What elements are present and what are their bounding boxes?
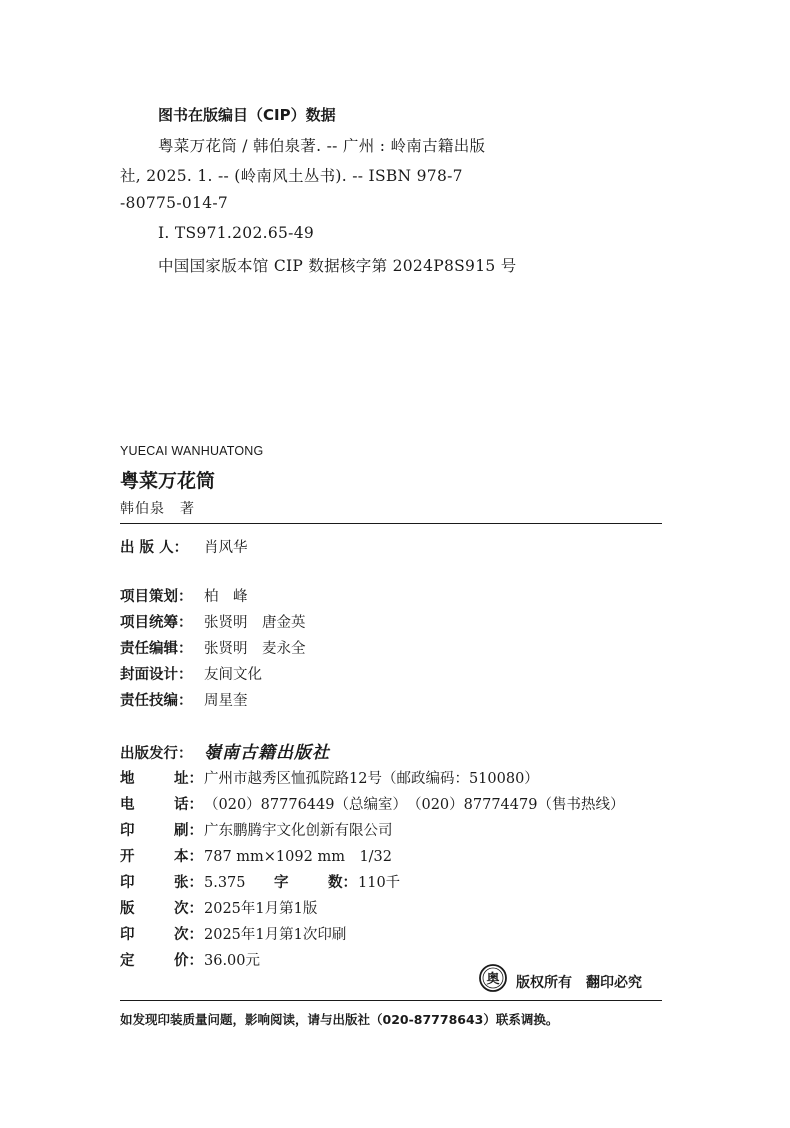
pub-label-b: 次：	[174, 901, 203, 917]
pub-value: 787 mm×1092 mm 1/32	[204, 849, 393, 865]
pub-label-a: 电	[120, 797, 135, 813]
cip-record-number: 中国国家版本馆 CIP 数据核字第 2024P8S915 号	[158, 257, 517, 275]
pub-label-b: 话：	[174, 797, 203, 813]
credit-label: 责任编辑：	[120, 641, 193, 657]
pub-value: 110千	[358, 875, 401, 891]
credit-label: 项目统筹：	[120, 615, 193, 631]
pub-value: 2025年1月第1版	[204, 901, 318, 917]
divider-bottom	[120, 1000, 662, 1001]
pub-value: 广州市越秀区恤孤院路12号（邮政编码：510080）	[204, 771, 539, 787]
pub-value: 广东鹏腾宇文化创新有限公司	[204, 823, 393, 839]
pub-edition	[120, 897, 317, 917]
pub-value: 5.375	[204, 875, 246, 891]
pub-label-a: 地	[120, 771, 135, 787]
footer-note: 如发现印装质量问题，影响阅读，请与出版社（020-87778643）联系调换。	[120, 1012, 559, 1027]
pub-value: 2025年1月第1次印刷	[204, 927, 347, 943]
publisher-logo-icon	[478, 963, 508, 993]
pub-label-a: 印	[120, 875, 135, 891]
divider-top	[120, 523, 662, 524]
book-pinyin: YUECAI WANHUATONG	[120, 444, 264, 458]
credit-value: 友间文化	[204, 667, 262, 683]
credit-label: 出 版 人：	[120, 540, 189, 556]
pub-address	[120, 767, 539, 787]
pub-distributor	[120, 738, 330, 762]
publisher-name: 嶺南古籍出版社	[204, 743, 330, 763]
credit-cover-design	[120, 663, 262, 683]
pub-value: （020）87776449（总编室） （020）87774479（售书热线）	[204, 797, 625, 813]
pub-sheets-words	[120, 871, 400, 891]
logo-char: 奥	[486, 972, 500, 987]
cip-line-2: 社, 2025. 1. -- (岭南风土丛书). -- ISBN 978-7	[120, 167, 463, 185]
pub-label-b: 刷：	[174, 823, 203, 839]
credit-value: 肖风华	[204, 540, 248, 556]
credit-value: 柏 峰	[204, 589, 248, 605]
credit-editor	[120, 637, 306, 657]
credit-value: 张贤明 麦永全	[204, 641, 306, 657]
credit-value: 周星奎	[204, 693, 248, 709]
pub-phone	[120, 793, 624, 813]
credit-planning	[120, 585, 248, 605]
credit-coordination	[120, 611, 306, 631]
cip-line-1: 粤菜万花筒 / 韩伯泉著. -- 广州 : 岭南古籍出版	[158, 137, 486, 155]
pub-label-b: 张：	[174, 875, 203, 891]
rights-text: 版权所有 翻印必究	[516, 975, 642, 991]
pub-impression	[120, 923, 346, 943]
credit-label: 项目策划：	[120, 589, 193, 605]
pub-label-b: 数：	[328, 875, 357, 891]
pub-value: 36.00元	[204, 953, 261, 969]
credit-tech-editor	[120, 689, 248, 709]
pub-label: 出版发行：	[120, 746, 193, 762]
pub-printer	[120, 819, 393, 839]
pub-label-b: 价：	[174, 953, 203, 969]
pub-label-b: 本：	[174, 849, 203, 865]
credit-label: 封面设计：	[120, 667, 193, 683]
cip-heading: 图书在版编目（CIP）数据	[158, 106, 336, 124]
pub-label-a: 定	[120, 953, 135, 969]
pub-label-a: 开	[120, 849, 135, 865]
pub-label-a: 版	[120, 901, 135, 917]
book-author: 韩伯泉 著	[120, 501, 195, 517]
cip-classification: Ⅰ. TS971.202.65-49	[158, 224, 315, 242]
book-title: 粤菜万花筒	[120, 470, 216, 492]
pub-price	[120, 949, 260, 969]
pub-label-b: 次：	[174, 927, 203, 943]
pub-label-a: 字	[274, 875, 289, 891]
cip-line-3: -80775-014-7	[120, 194, 229, 212]
credit-value: 张贤明 唐金英	[204, 615, 306, 631]
pub-label-a: 印	[120, 823, 135, 839]
credit-label: 责任技编：	[120, 693, 193, 709]
pub-label-b: 址：	[174, 771, 203, 787]
pub-format	[120, 845, 392, 865]
pub-label-a: 印	[120, 927, 135, 943]
credit-publisher-person	[120, 536, 248, 556]
